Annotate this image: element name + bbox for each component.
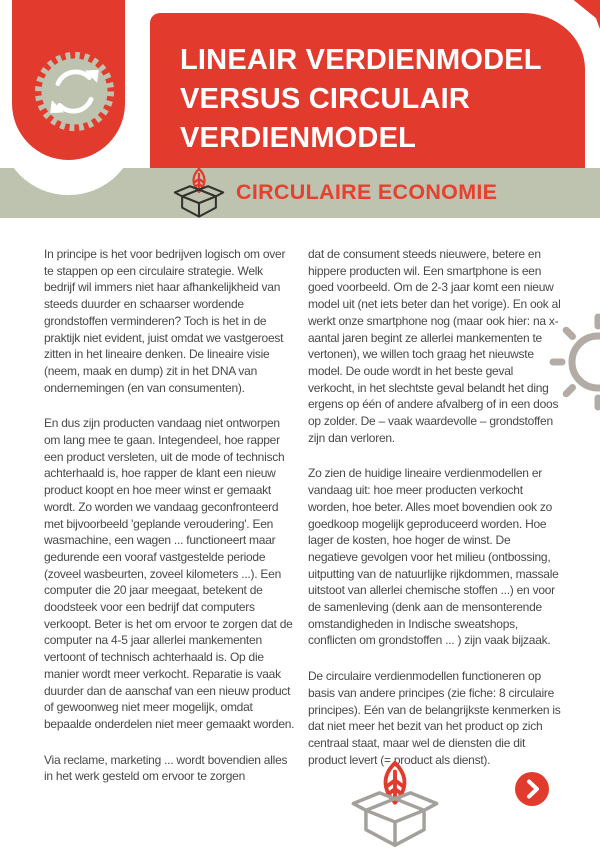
article-left-column bbox=[44, 246, 296, 804]
article-right-column bbox=[308, 246, 562, 787]
paragraph: dat de consument steeds nieuwere, betere en hippere producten wil. Een smartphone is een goed voorbeeld. Om de 2-3 jaar komt een nieuw model uit (net iets beter dan het vorige). En ook al werkt onze smartphone nog (maar ook hier: na x-aantal jaren begint ze allerlei mankementen te vertonen), we willen toch graag het nieuwste model. De oude wordt in het beste geval verkocht, in het slechtste geval belandt het ding ergens op één of andere afvalberg of in een doos op zolder. De – vaak waardevolle – grondstoffen zijn dan verloren. bbox=[308, 247, 561, 445]
recycle-gear-icon bbox=[31, 48, 118, 135]
paragraph: Zo zien de huidige lineaire verdienmodellen er vandaag uit: hoe meer producten verkocht worden, hoe beter. Alles moet bovendien ook zo goedkoop mogelijk geproduceerd worden. Hoe lager de kosten, hoe hoger de winst. De negatieve gevolgen voor het milieu (ontbossing, uitputting van de natuurlijke rijkdommen, massale uitstoot van allerlei chemische stoffen ...) en voor de samenleving (denk aan de mensonterende omstandigheden in Indische sweatshops, conflicten om grondstoffen ... ) zijn vaak bijzaak. bbox=[308, 466, 559, 648]
page-title-line-3: VERDIENMODEL bbox=[180, 122, 417, 154]
paragraph: In principe is het voor bedrijven logisch om over te stappen op een circulaire strategie. Welk bedrijf wil immers niet haar afhankelijkheid van steeds duurder en schaarser wordende grondstoffen verminderen? Toch is het in de praktijk niet evident, juist omdat we vastgeroest zitten in het lineaire denken. De lineaire visie (neem, maak en dump) zit in het DNA van ondernemingen (en van consumenten). bbox=[44, 247, 286, 395]
page-title-line-1: LINEAIR VERDIENMODEL bbox=[180, 44, 542, 76]
chevron-right-icon bbox=[515, 772, 549, 806]
next-page-button[interactable] bbox=[515, 772, 549, 806]
open-box-plant-icon bbox=[170, 166, 228, 220]
title-banner bbox=[150, 13, 585, 168]
page-title bbox=[180, 41, 542, 158]
paragraph: En dus zijn producten vandaag niet ontworpen om lang mee te gaan. Integendeel, hoe rapper een product versleten, uit de mode of technisch achterhaald is, hoe rapper de klant een nieuw product koopt en hoe meer winst er gemaakt wordt. Zo worden we vandaag geconfronteerd met bijvoorbeeld 'geplande veroudering'. Een wasmachine, een wagen ... functioneert maar gedurende een vooraf vastgestelde periode (zoveel wasbeurten, zoveel kilometers ...). Een computer die 20 jaar meegaat, betekent de doodsteek voor een bedrijf dat computers verkoopt. Beter is het om ervoor te zorgen dat de computer na 4-5 jaar allerlei mankementen vertoont of technisch achterhaald is. Op die manier wordt meer verkocht. Reparatie is vaak duurder dan de aanschaf van een nieuw product of gewoonweg niet meer mogelijk, omdat bepaalde onderdelen niet meer gemaakt worden. bbox=[44, 416, 295, 731]
paragraph: Via reclame, marketing ... wordt bovendien alles in het werk gesteld om ervoor te zorgen bbox=[44, 752, 288, 784]
paragraph: De circulaire verdienmodellen functioneren op basis van andere principes (zie fiche: 8 circulaire principes). Eén van de belangrijkste kenmerken is dat niet meer het bezit van het product op zich centraal staat, maar wel de diensten die dit product levert (= product als dienst). bbox=[308, 669, 561, 767]
open-box-plant-icon bbox=[350, 758, 440, 851]
sun-icon bbox=[548, 312, 600, 412]
corner-bleed-top-right bbox=[570, 0, 600, 29]
page-title-line-2: VERSUS CIRCULAIR bbox=[180, 83, 470, 115]
series-label: CIRCULAIRE ECONOMIE bbox=[236, 180, 498, 204]
